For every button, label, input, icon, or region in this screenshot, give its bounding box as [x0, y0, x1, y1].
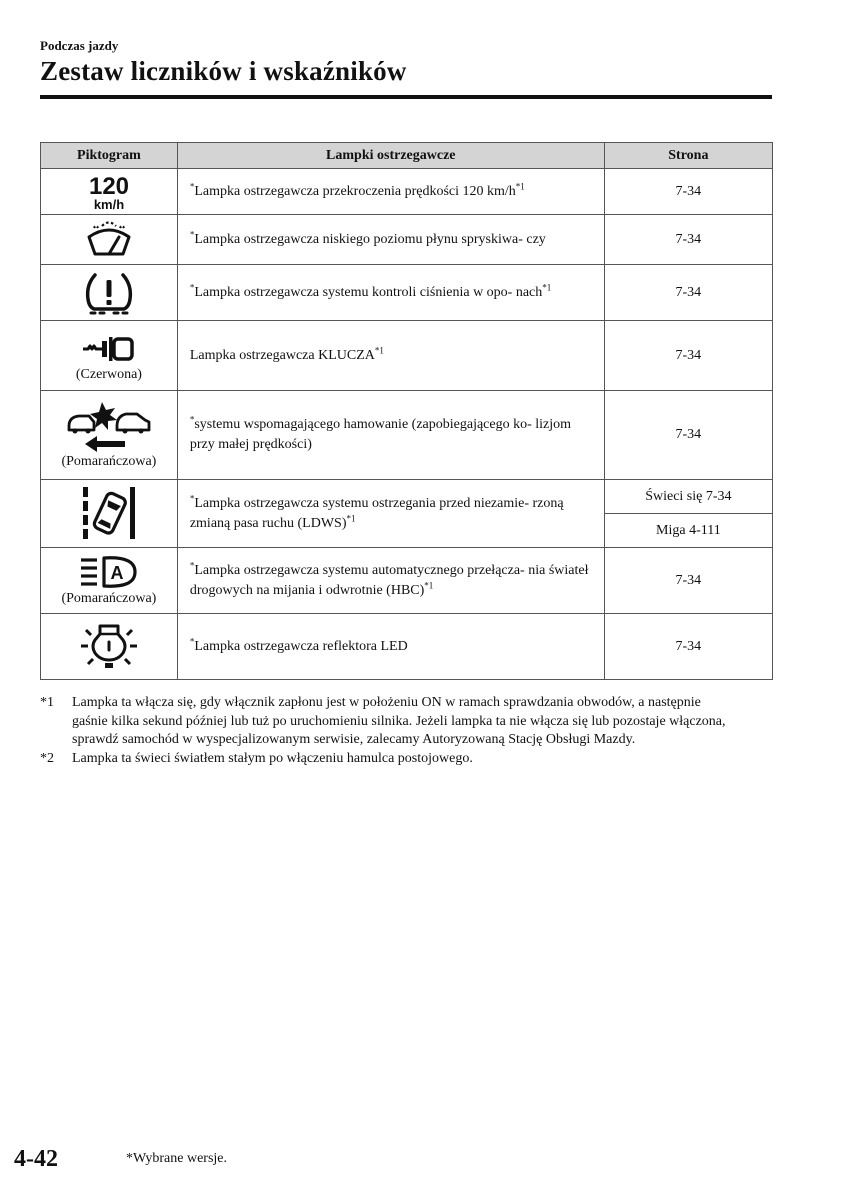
table-row	[41, 169, 773, 215]
header-lampki: Lampki ostrzegawcze	[177, 143, 604, 169]
description-cell	[177, 480, 604, 548]
footnote-text: Lampka ta włącza się, gdy włącznik zapłonu jest w położeniu ON w ramach sprawdzania obwodów, a następnie gaśnie kilka sekund później lub tuż po uruchomieniu silnika. Jeżeli lampka ta nie włącza się lub pozostaje włączona, sprawdź samochód w wyspecjalizowanym serwisie, zalecamy Autoryzowaną Stację Obsługi Mazdy.	[72, 695, 726, 747]
page-ref: 7-34	[604, 169, 772, 215]
table-row	[41, 614, 773, 680]
description-cell	[177, 169, 604, 215]
table-header-row	[41, 143, 773, 169]
version-star: *	[189, 635, 195, 646]
page-ref: 7-34	[604, 391, 772, 480]
page-ref: 7-34	[604, 321, 772, 391]
table-row	[41, 265, 773, 321]
page-ref: 7-34	[604, 614, 772, 680]
description-cell	[177, 548, 604, 614]
version-star: *	[189, 414, 195, 425]
footnote-ref: *1	[542, 281, 552, 292]
description-text: Lampka ostrzegawcza KLUCZA	[189, 347, 375, 363]
header-strona: Strona	[604, 143, 772, 169]
page-number: 4-42	[14, 1146, 58, 1172]
section-label: Podczas jazdy	[40, 38, 119, 53]
footnotes	[40, 694, 740, 768]
icon-cell	[41, 548, 178, 614]
tire-pressure-icon	[83, 271, 135, 315]
collision-brake-icon	[65, 400, 153, 452]
icon-cell	[41, 215, 178, 265]
table-row	[41, 391, 773, 480]
speed-120-icon	[84, 172, 134, 212]
footnote-text: Lampka ta świeci światłem stałym po włączeniu hamulca postojowego.	[72, 750, 473, 766]
version-star: *	[189, 281, 195, 292]
description-cell	[177, 391, 604, 480]
washer-fluid-icon	[82, 220, 136, 260]
auto-high-beam-icon	[77, 555, 141, 589]
table-row	[41, 480, 773, 514]
header-piktogram: Piktogram	[41, 143, 178, 169]
page-ref: 7-34	[604, 548, 772, 614]
table-row	[41, 321, 773, 391]
lamp-color-caption: (Pomarańczowa)	[61, 590, 157, 606]
lamp-color-caption: (Czerwona)	[75, 366, 142, 382]
description-cell	[177, 265, 604, 321]
page-ref-steady: Świeci się 7-34	[604, 480, 772, 514]
description-text: Lampka ostrzegawcza systemu kontroli ciśnienia w opo- nach	[194, 284, 543, 300]
icon-cell	[41, 391, 178, 480]
warning-lamps-table	[40, 142, 773, 680]
footnote	[40, 694, 740, 750]
footnote	[40, 750, 740, 769]
description-text: Lampka ostrzegawcza reflektora LED	[194, 638, 408, 654]
footnote-ref: *1	[374, 344, 384, 355]
page-ref: 7-34	[604, 265, 772, 321]
table-row	[41, 548, 773, 614]
page-title: Zestaw liczników i wskaźników	[40, 56, 407, 86]
version-star: *	[189, 492, 195, 503]
footnote-mark: *2	[40, 750, 54, 766]
description-text: Lampka ostrzegawcza systemu ostrzegania przed niezamie- rzoną zmianą pasa ruchu (LDWS)	[189, 495, 564, 531]
description-text: Lampka ostrzegawcza niskiego poziomu płynu spryskiwa- czy	[194, 231, 546, 247]
page-ref-flashing: Miga 4-111	[604, 514, 772, 548]
key-icon	[80, 329, 138, 365]
led-headlight-icon	[78, 622, 140, 672]
description-cell	[177, 614, 604, 680]
optional-equipment-note: *Wybrane wersje.	[126, 1151, 228, 1166]
title-divider	[40, 95, 772, 99]
speed-120-value: 120	[88, 172, 129, 200]
description-cell	[177, 215, 604, 265]
speed-unit: km/h	[93, 196, 125, 212]
version-star: *	[189, 228, 195, 239]
description-cell	[177, 321, 604, 391]
footnote-mark: *1	[40, 695, 54, 710]
lamp-color-caption: (Pomarańczowa)	[61, 454, 157, 469]
version-star: *	[189, 559, 195, 570]
description-text: Lampka ostrzegawcza przekroczenia prędkości 120 km/h	[194, 183, 516, 199]
icon-cell	[41, 321, 178, 391]
table-row	[41, 215, 773, 265]
footnote-ref: *1	[346, 512, 356, 523]
description-text: Lampka ostrzegawcza systemu automatycznego przełącza- nia świateł drogowych na mijania i odwrotnie (HBC)	[189, 562, 589, 598]
description-text: systemu wspomagającego hamowanie (zapobiegającego ko- lizjom przy małej prędkości)	[189, 417, 572, 452]
icon-cell	[41, 265, 178, 321]
icon-cell	[41, 614, 178, 680]
footnote-ref: *1	[515, 180, 525, 191]
icon-cell	[41, 169, 178, 215]
auto-letter: A	[110, 562, 124, 583]
lane-departure-icon	[80, 485, 138, 543]
footnote-ref: *1	[424, 579, 434, 590]
icon-cell	[41, 480, 178, 548]
page-ref: 7-34	[604, 215, 772, 265]
version-star: *	[189, 180, 195, 191]
